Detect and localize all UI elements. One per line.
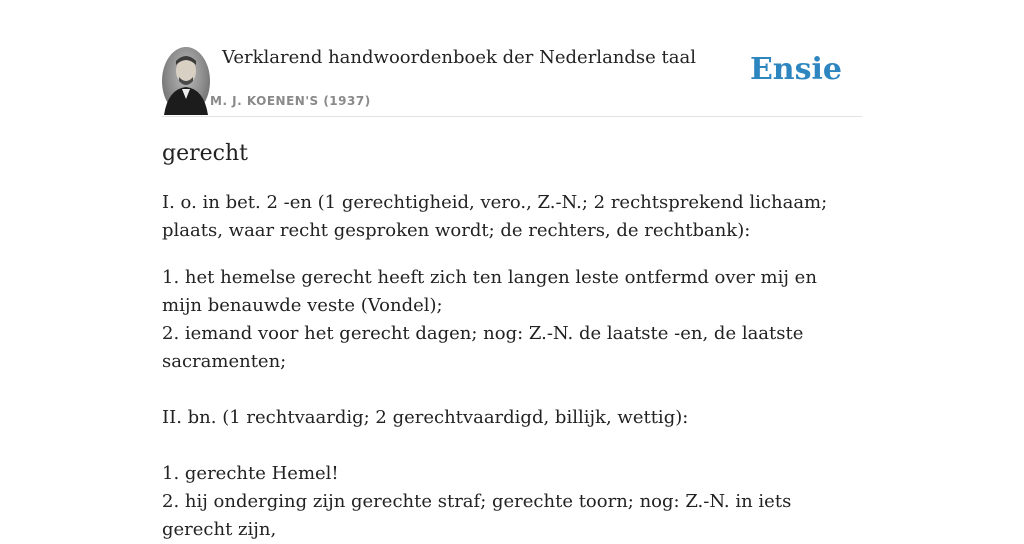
author-portrait <box>162 47 210 115</box>
example-2-1: 1. gerechte Hemel! <box>162 463 339 484</box>
dictionary-author: M. J. KOENEN'S (1937) <box>210 94 371 108</box>
example-1-2: 2. iemand voor het gerecht dagen; nog: Z.-N. de laatste -en, de laatste sacramenten; <box>162 323 804 372</box>
ensie-logo[interactable]: Ensie <box>749 52 842 87</box>
spacer <box>162 432 862 460</box>
dictionary-title: Verklarend handwoordenboek der Nederlandse taal <box>222 47 696 68</box>
example-1-1: 1. het hemelse gerecht heeft zich ten langen leste ontfermd over mij en mijn benauwde veste (Vondel); <box>162 267 817 316</box>
entry-content <box>162 138 862 544</box>
spacer <box>162 376 862 404</box>
entry-headword: gerecht <box>162 141 248 166</box>
dictionary-header <box>162 44 862 117</box>
example-2-2: 2. hij onderging zijn gerechte straf; gerechte toorn; nog: Z.-N. in iets gerecht zijn, <box>162 491 792 540</box>
definition-1: I. o. in bet. 2 -en (1 gerechtigheid, vero., Z.-N.; 2 rechtsprekend lichaam; plaats, waar recht gesproken wordt; de rechters, de rechtbank): <box>162 192 828 241</box>
definition-2: II. bn. (1 rechtvaardig; 2 gerechtvaardigd, billijk, wettig): <box>162 407 689 428</box>
